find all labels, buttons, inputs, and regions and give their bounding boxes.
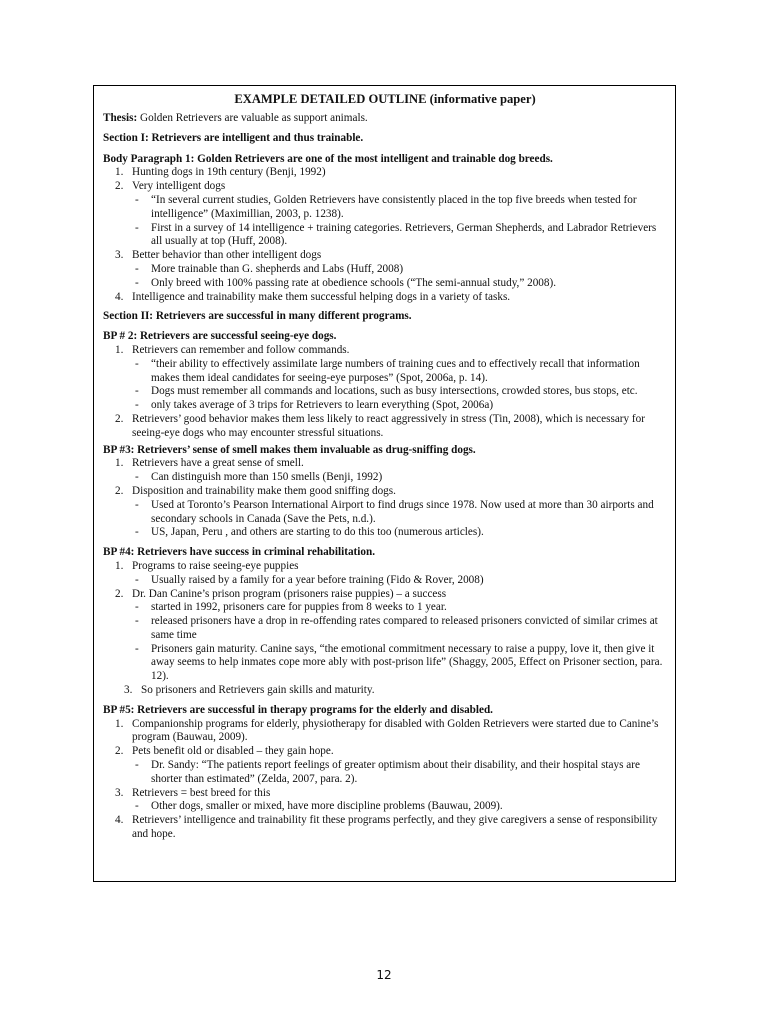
- point-text: Very intelligent dogs: [132, 180, 226, 193]
- point-number: 2.: [115, 484, 124, 497]
- point-text: Better behavior than other intelligent dogs: [132, 249, 322, 262]
- subpoint-list: [132, 601, 667, 684]
- subpoint-text: Other dogs, smaller or mixed, have more discipline problems (Bauwau, 2009).: [151, 800, 503, 813]
- dash-bullet-icon: -: [135, 385, 139, 398]
- point-number: 1.: [115, 166, 124, 179]
- subpoint-text: released prisoners have a drop in re-offending rates compared to released prisoners convicted of similar crimes at same time: [151, 615, 658, 641]
- dash-bullet-icon: -: [135, 601, 139, 614]
- body-paragraph-4: [103, 546, 667, 698]
- subpoint-text: Prisoners gain maturity. Canine says, “the emotional commitment necessary to raise a puppy, love it, then give it away seems to help inmates cope more ably with post-prison life” (Shaggy, 2005, Effect on Prisoner section, para. 12).: [151, 642, 663, 683]
- outline-point: [103, 787, 667, 815]
- dash-bullet-icon: -: [135, 800, 139, 813]
- outline-point: [103, 344, 667, 413]
- paragraph-heading: BP #5: Retrievers are successful in therapy programs for the elderly and disabled.: [103, 703, 493, 716]
- subpoint-list: [132, 800, 667, 814]
- outline-point-list: [103, 344, 667, 441]
- dash-bullet-icon: -: [135, 615, 139, 628]
- outline-title: EXAMPLE DETAILED OUTLINE (informative paper): [234, 92, 536, 106]
- outline-point: [103, 249, 667, 290]
- subpoint: [132, 471, 667, 485]
- point-text: Hunting dogs in 19th century (Benji, 1992): [132, 166, 326, 179]
- subpoint-list: [132, 358, 667, 413]
- subpoint-list: [132, 574, 667, 588]
- point-text: Retrievers can remember and follow commands.: [132, 343, 350, 356]
- outline-point: [103, 485, 667, 540]
- point-number: 3.: [115, 249, 124, 262]
- point-number: 1.: [115, 457, 124, 470]
- subpoint: [132, 385, 667, 399]
- subpoint: [132, 277, 667, 291]
- point-text: Retrievers’ intelligence and trainability fit these programs perfectly, and they give caregivers a sense of responsibility and hope.: [132, 814, 658, 841]
- dash-bullet-icon: -: [135, 221, 139, 234]
- point-number: 4.: [115, 290, 124, 303]
- paragraph-heading: BP #3: Retrievers’ sense of smell makes them invaluable as drug-sniffing dogs.: [103, 443, 476, 456]
- point-text: Retrievers have a great sense of smell.: [132, 457, 304, 470]
- outline-point: [103, 718, 667, 746]
- section-heading-2: Section II: Retrievers are successful in many different programs.: [103, 310, 412, 323]
- point-number: 1.: [115, 559, 124, 572]
- thesis-statement: [103, 112, 667, 126]
- outline-point-list: [103, 718, 667, 842]
- dash-bullet-icon: -: [135, 759, 139, 772]
- outline-point: [103, 684, 667, 698]
- subpoint: [132, 615, 667, 643]
- point-text: Pets benefit old or disabled – they gain hope.: [132, 745, 334, 758]
- point-number: 1.: [115, 717, 124, 730]
- subpoint-list: [132, 263, 667, 291]
- outline-point-list: [103, 560, 667, 698]
- point-number: 2.: [115, 745, 124, 758]
- dash-bullet-icon: -: [135, 642, 139, 655]
- point-text: Programs to raise seeing-eye puppies: [132, 559, 299, 572]
- body-paragraph-1: [103, 153, 667, 305]
- subpoint-list: [132, 759, 667, 787]
- subpoint-text: Only breed with 100% passing rate at obedience schools (“The semi-annual study,” 2008).: [151, 276, 557, 289]
- subpoint-text: More trainable than G. shepherds and Labs (Huff, 2008): [151, 262, 404, 275]
- subpoint: [132, 399, 667, 413]
- subpoint: [132, 263, 667, 277]
- outline-point: [103, 413, 667, 441]
- subpoint-text: Can distinguish more than 150 smells (Benji, 1992): [151, 471, 383, 484]
- subpoint-list: [132, 471, 667, 485]
- subpoint: [132, 601, 667, 615]
- outline-point: [103, 291, 667, 305]
- subpoint: [132, 499, 667, 527]
- point-number: 2.: [115, 587, 124, 600]
- subpoint-list: [132, 499, 667, 540]
- body-paragraph-5: [103, 704, 667, 842]
- subpoint: [132, 759, 667, 787]
- thesis-text: Golden Retrievers are valuable as support animals.: [137, 112, 368, 124]
- outline-point: [103, 588, 667, 685]
- outline-point-list: [103, 166, 667, 304]
- subpoint: [132, 194, 667, 222]
- subpoint-text: Usually raised by a family for a year before training (Fido & Rover, 2008): [151, 573, 484, 586]
- subpoint: [132, 643, 667, 684]
- paragraph-heading: BP #4: Retrievers have success in criminal rehabilitation.: [103, 546, 375, 559]
- page-number: 12: [376, 968, 392, 982]
- point-number: 2.: [115, 412, 124, 425]
- paragraph-heading: BP # 2: Retrievers are successful seeing-eye dogs.: [103, 330, 337, 343]
- point-text: Companionship programs for elderly, physiotherapy for disabled with Golden Retrievers were started due to Canine’s program (Bauwau, 2009).: [132, 717, 659, 744]
- subpoint: [132, 222, 667, 250]
- subpoint: [132, 526, 667, 540]
- outline-point: [103, 180, 667, 249]
- subpoint: [132, 358, 667, 386]
- subpoint-text: “their ability to effectively assimilate large numbers of training cues and to effectively recall that information makes them ideal candidates for seeing-eye purposes” (Spot, 2006a, p. 14).: [151, 357, 640, 384]
- subpoint-list: [132, 194, 667, 249]
- point-number: 1.: [115, 343, 124, 356]
- body-paragraph-3: [103, 444, 667, 541]
- point-number: 4.: [115, 814, 124, 827]
- outline-point: [103, 166, 667, 180]
- outline-point-list: [103, 457, 667, 540]
- subpoint: [132, 574, 667, 588]
- body-paragraph-2: [103, 330, 667, 440]
- section-heading-1: Section I: Retrievers are intelligent and thus trainable.: [103, 131, 364, 144]
- paragraph-heading: Body Paragraph 1: Golden Retrievers are one of the most intelligent and trainable dog breeds.: [103, 152, 553, 165]
- dash-bullet-icon: -: [135, 193, 139, 206]
- point-text: Retrievers = best breed for this: [132, 786, 271, 799]
- point-number: 3.: [124, 684, 133, 697]
- outline-box: [93, 85, 676, 882]
- dash-bullet-icon: -: [135, 262, 139, 275]
- subpoint-text: Used at Toronto’s Pearson International Airport to find drugs since 1978. Now used at more than 30 airports and secondary schools in Canada (Save the Pets, n.d.).: [151, 498, 654, 525]
- dash-bullet-icon: -: [135, 526, 139, 539]
- dash-bullet-icon: -: [135, 276, 139, 289]
- outline-point: [103, 457, 667, 485]
- subpoint: [132, 800, 667, 814]
- dash-bullet-icon: -: [135, 471, 139, 484]
- point-text: Dr. Dan Canine’s prison program (prisoners raise puppies) – a success: [132, 587, 447, 600]
- point-number: 3.: [115, 786, 124, 799]
- dash-bullet-icon: -: [135, 498, 139, 511]
- subpoint-text: US, Japan, Peru , and others are starting to do this too (numerous articles).: [151, 526, 484, 539]
- subpoint-text: Dr. Sandy: “The patients report feelings of greater optimism about their disability, and their hospital stays are shorter than estimated” (Zelda, 2007, para. 2).: [151, 759, 640, 785]
- point-text: Intelligence and trainability make them successful helping dogs in a variety of tasks.: [132, 290, 511, 303]
- subpoint-text: “In several current studies, Golden Retrievers have consistently placed in the top five breeds when tested for intelligence” (Maximillian, 2003, p. 1238).: [151, 193, 637, 220]
- point-text: So prisoners and Retrievers gain skills and maturity.: [141, 684, 375, 697]
- outline-point: [103, 560, 667, 588]
- outline-point: [103, 745, 667, 786]
- dash-bullet-icon: -: [135, 399, 139, 412]
- subpoint-text: only takes average of 3 trips for Retrievers to learn everything (Spot, 2006a): [151, 399, 494, 412]
- subpoint-text: Dogs must remember all commands and locations, such as busy intersections, crowded stores, bus stops, etc.: [151, 385, 638, 398]
- subpoint-text: First in a survey of 14 intelligence + training categories. Retrievers, German Shepherds, and Labrador Retrievers all usually at top (Huff, 2008).: [151, 221, 657, 248]
- subpoint-text: started in 1992, prisoners care for puppies from 8 weeks to 1 year.: [151, 601, 447, 614]
- point-text: Retrievers’ good behavior makes them less likely to react aggressively in stress (Tin, 2008), which is necessary for seeing-eye dogs who may encounter stressful situations.: [132, 412, 645, 439]
- dash-bullet-icon: -: [135, 357, 139, 370]
- outline-point: [103, 814, 667, 842]
- point-number: 2.: [115, 180, 124, 193]
- point-text: Disposition and trainability make them good sniffing dogs.: [132, 484, 396, 497]
- thesis-label: Thesis:: [103, 112, 138, 124]
- dash-bullet-icon: -: [135, 573, 139, 586]
